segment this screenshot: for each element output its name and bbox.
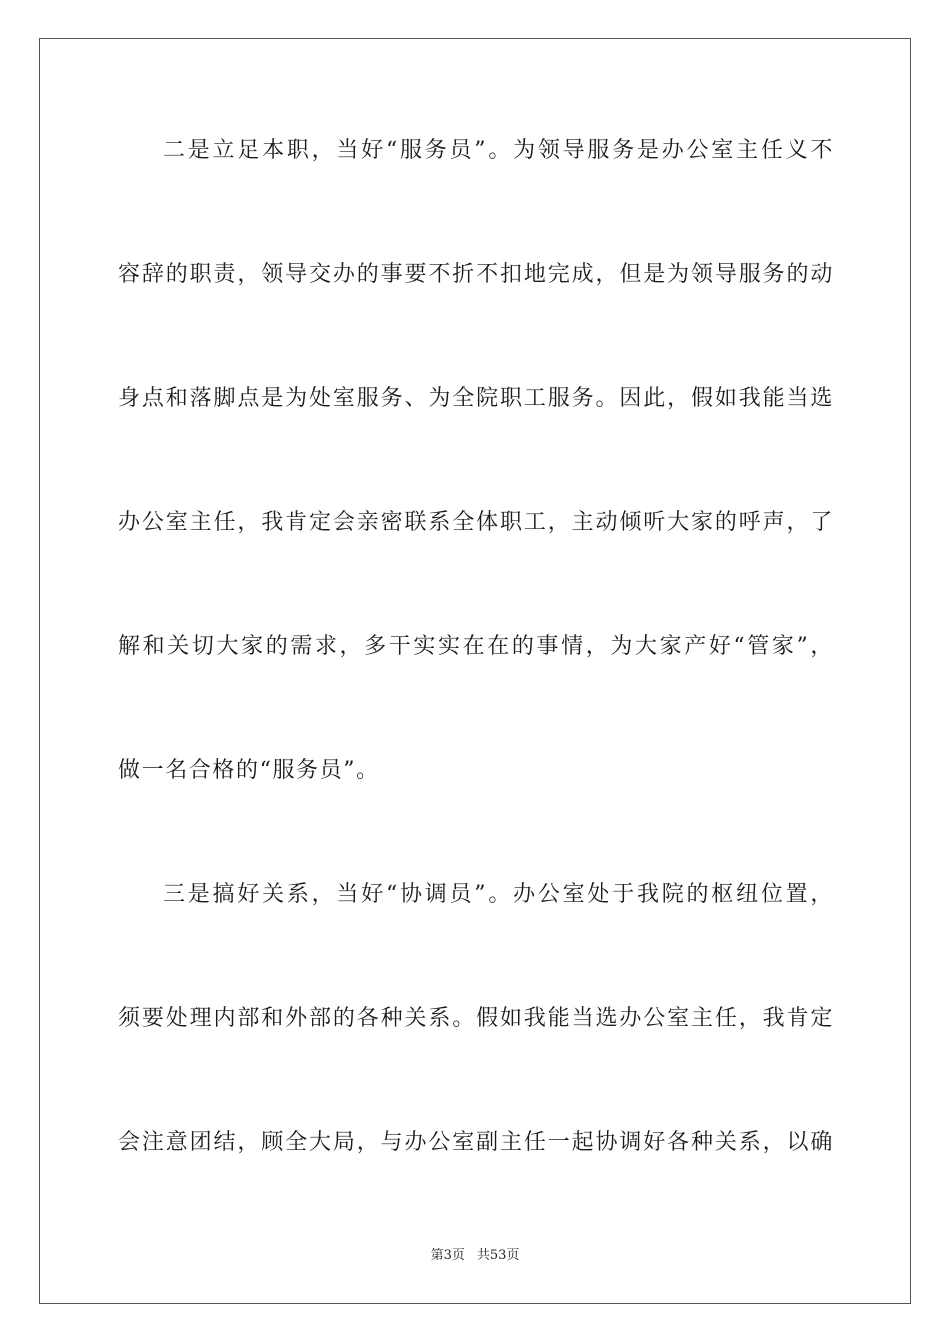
page-total: 共53页 <box>476 1248 520 1263</box>
page-number: 第3页 <box>430 1248 465 1263</box>
paragraph-line: 做一名合格的“服务员”。 <box>118 758 380 783</box>
paragraph-line: 二是立足本职，当好“服务员”。为领导服务是办公室主任义不 <box>163 138 834 163</box>
page-footer <box>0 1247 950 1265</box>
page-border <box>39 38 911 1304</box>
paragraph-line: 会注意团结，顾全大局，与办公室副主任一起协调好各种关系，以确 <box>118 1130 834 1155</box>
paragraph-line: 容辞的职责，领导交办的事要不折不扣地完成，但是为领导服务的动 <box>118 262 834 287</box>
paragraph-line: 办公室主任，我肯定会亲密联系全体职工，主动倾听大家的呼声，了 <box>118 510 834 535</box>
paragraph-line: 身点和落脚点是为处室服务、为全院职工服务。因此，假如我能当选 <box>118 386 834 411</box>
paragraph-line: 三是搞好关系，当好“协调员”。办公室处于我院的枢纽位置， <box>163 882 834 907</box>
paragraph-line: 须要处理内部和外部的各种关系。假如我能当选办公室主任，我肯定 <box>118 1006 834 1031</box>
paragraph-line: 解和关切大家的需求，多干实实在在的事情，为大家产好“管家”， <box>118 634 834 659</box>
